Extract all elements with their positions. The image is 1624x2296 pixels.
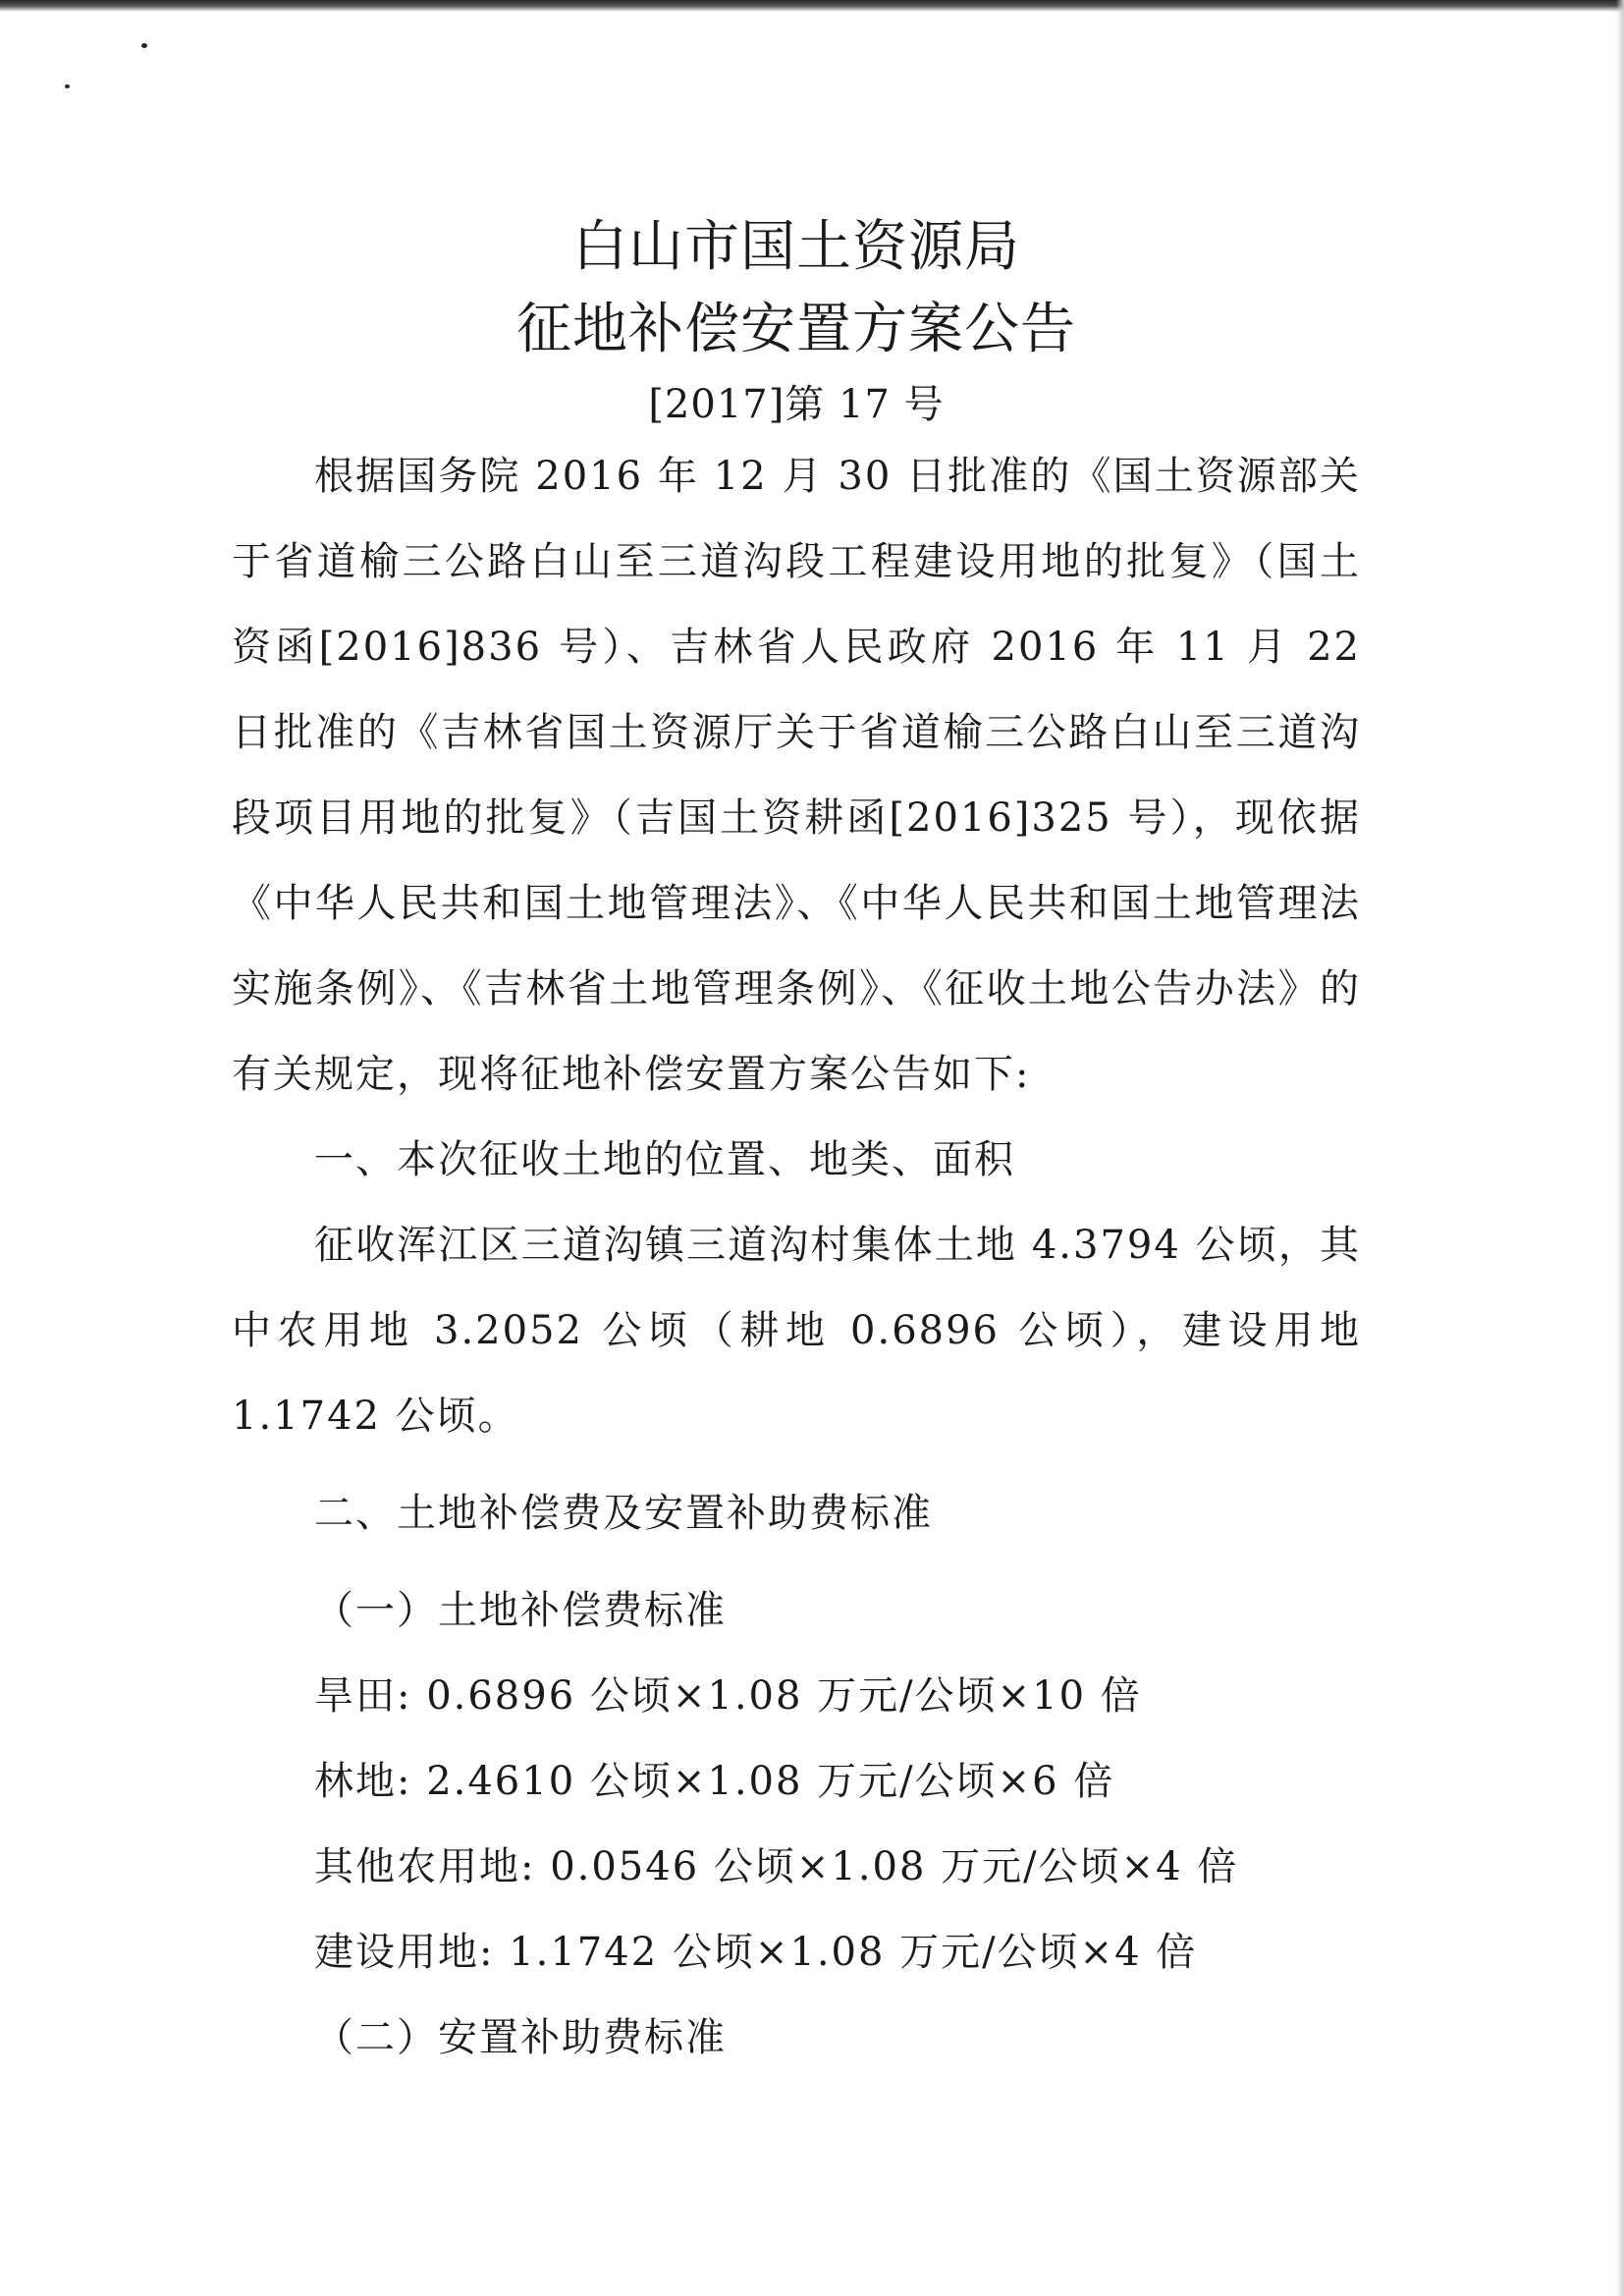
calc-line: 旱田: 0.6896 公顷×1.08 万元/公顷×10 倍 xyxy=(314,1673,1142,1719)
scan-speck xyxy=(65,84,70,88)
calc-line: 建设用地: 1.1742 公顷×1.08 万元/公顷×4 倍 xyxy=(314,1930,1198,1975)
section-2-heading: 二、土地补偿费及安置补助费标准 xyxy=(314,1491,933,1536)
section-1-text: 征收浑江区三道沟镇三道沟村集体土地 4.3794 公顷，其中农用地 3.2052 公顷（耕地 0.6896 公顷），建设用地 1.1742 公顷。 xyxy=(232,1223,1361,1439)
section-1-heading: 一、本次征收土地的位置、地类、面积 xyxy=(314,1137,1015,1182)
subsection-2-heading: （二）安置补助费标准 xyxy=(314,2015,727,2060)
document-number: [2017]第 17 号 xyxy=(648,382,945,427)
scan-speck xyxy=(141,43,147,48)
subsection-1-heading: （一）土地补偿费标准 xyxy=(314,1588,727,1633)
calc-line: 林地: 2.4610 公顷×1.08 万元/公顷×6 倍 xyxy=(314,1759,1115,1804)
title-line-1: 白山市国土资源局 xyxy=(572,215,1020,279)
scan-edge-top xyxy=(0,0,1624,12)
title-line-2: 征地补偿安置方案公告 xyxy=(516,298,1076,361)
calc-line: 其他农用地: 0.0546 公顷×1.08 万元/公顷×4 倍 xyxy=(314,1844,1239,1889)
intro-paragraph: 根据国务院 2016 年 12 月 30 日批准的《国土资源部关于省道榆三公路白山至三道沟段工程建设用地的批复》（国土资函[2016]836 号）、吉林省人民政府 2016 年 11 月 22 日批准的《吉林省国土资源厅关于省道榆三公路白山至三道沟段项目用地的批复》（吉国土资耕函[2016]325 号），现依据《中华人民共和国土地管理法》、《中华人民共和国土地管理法实施条例》、《吉林省土地管理条例》、《征收土地公告办法》的有关规定，现将征地补偿安置方案公告如下: xyxy=(232,454,1361,1097)
scan-edge-right xyxy=(1616,0,1624,2296)
document-page xyxy=(232,206,1361,2081)
